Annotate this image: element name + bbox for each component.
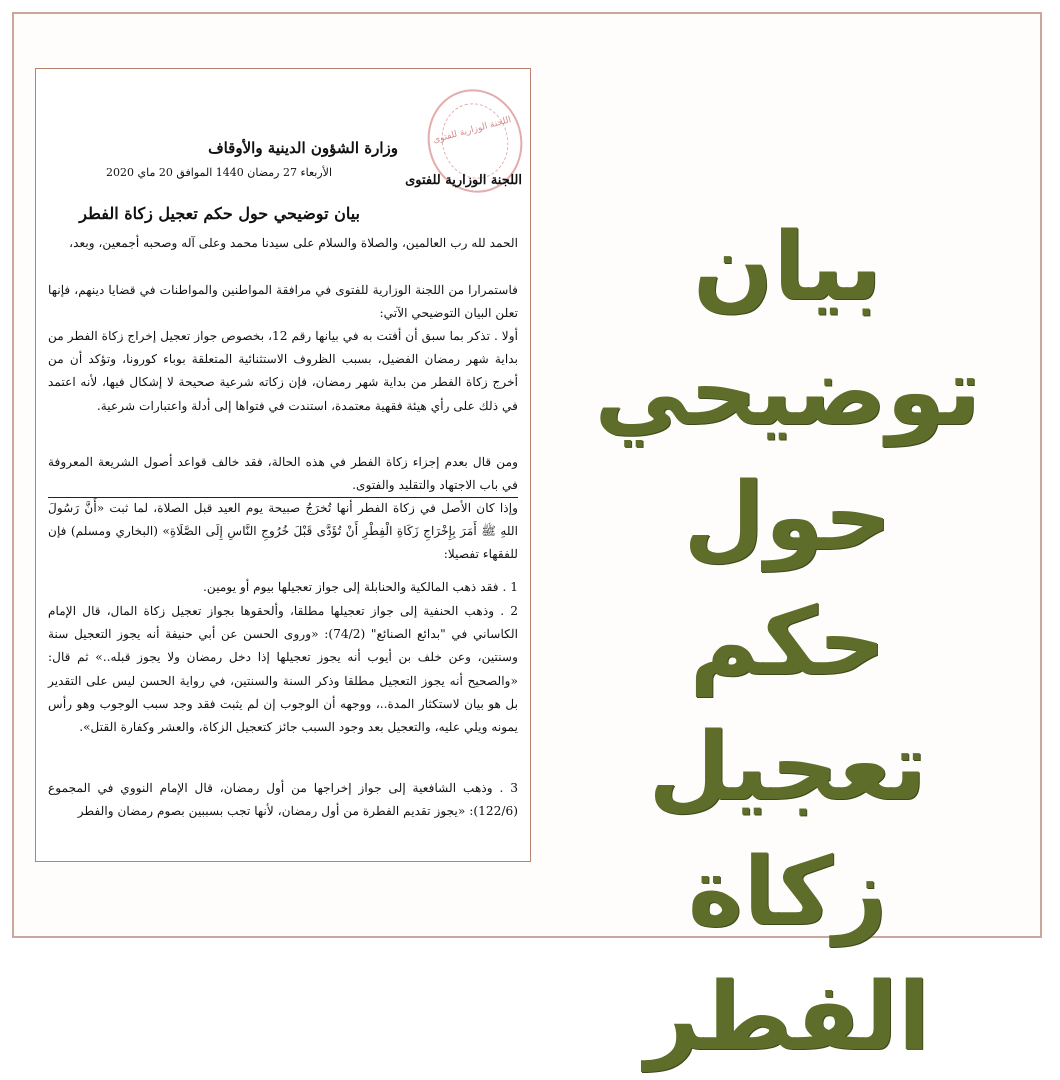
- document-paragraph: فاستمرارا من اللجنة الوزارية للفتوى في مرافقة المواطنين والمواطنات في قضايا دينهم، فإنها تعلن البيان التوضيحي الآتي:: [48, 283, 518, 321]
- document-paragraph: الحمد لله رب العالمين، والصلاة والسلام على سيدنا محمد وعلى آله وصحبه أجمعين، وبعد،: [69, 236, 518, 250]
- document-paragraph: ومن قال بعدم إجزاء زكاة الفطر في هذه الحالة، فقد خالف قواعد أصول الشريعة المعروفة في باب الاجتهاد والتقليد والفتوى.: [48, 451, 518, 498]
- scanned-document: [35, 68, 531, 862]
- heading-line: بيان توضيحي: [594, 213, 981, 447]
- document-paragraph: 3 . وذهب الشافعية إلى جواز إخراجها من أول رمضان، قال الإمام النووي في المجموع (122/6): «يجوز تقديم الفطرة من أول رمضان، لأنها تجب بسببين بصوم رمضان والفطر: [48, 781, 518, 819]
- heading-line: زكاة الفطر: [644, 838, 931, 1072]
- ministry-name: وزارة الشؤون الدينية والأوقاف: [208, 139, 398, 157]
- document-paragraph: أولا . تذكر بما سبق أن أفتت به في بيانها رقم 12، بخصوص جواز تعجيل إخراج زكاة الفطر من بداية شهر رمضان الفضيل، بسبب الظروف الاستثنائية المتعلقة بوباء كورونا، وتؤكد أن من أخرج زكاة الفطر من بداية شهر رمضان، فإن زكاته شرعية صحيحة لا إشكال فيها، لأنه اعتمد في ذلك على رأي هيئة فقهية معتمدة، استندت في فتواها إلى أدلة واعتبارات شرعية.: [48, 329, 518, 413]
- document-paragraph: وإذا كان الأصل في زكاة الفطر أنها تُخرَجُ صبيحة يوم العيد قبل الصلاة، لما ثبت «أَنَّ رَسُولَ اللهِ ﷺ أَمَرَ بِإِخْرَاجِ زَكَاةِ الْفِطْرِ أَنْ تُؤَدَّى قَبْلَ خُرُوجِ النَّاسِ إِلَى الصَّلَاةِ» (البخاري ومسلم) فإن للفقهاء تفصيلا:: [48, 501, 518, 562]
- document-date: الأربعاء 27 رمضان 1440 الموافق 20 ماي 2020: [106, 166, 332, 179]
- main-heading: [560, 205, 1015, 1080]
- document-paragraph: 2 . وذهب الحنفية إلى جواز تعجيلها مطلقا، وألحقوها بجواز تعجيل زكاة المال، قال الإمام الكاساني في "بدائع الصنائع" (74/2): «وروى الحسن عن أبي حنيفة أنه يجوز التعجيل سنة وسنتين، وعن خلف بن أيوب أنه يجوز تعجيلها إذا دخل رمضان ولا يجوز قبله..» ثم قال: «والصحيح أنه يجوز التعجيل مطلقا وذكر السنة والسنتين، في رواية الحسن ليس على التقدير بل هو بيان لاستكثار المدة..، ووجهه أن الوجوب إن لم يثبت فقد وجد سبب الوجوب وهو رأس يمونه ويلي عليه، والتعجيل بعد وجود السبب جائز كتعجيل الزكاة، والعشر وكفارة القتل».: [48, 604, 518, 735]
- stamp-text: اللجنة الوزارية للفتوى: [432, 115, 513, 146]
- document-title: بيان توضيحي حول حكم تعجيل زكاة الفطر: [79, 204, 360, 223]
- heading-line: حول: [683, 463, 892, 572]
- heading-line: حكم تعجيل: [648, 588, 927, 822]
- document-paragraph: 1 . فقد ذهب المالكية والحنابلة إلى جواز تعجيلها بيوم أو يومين.: [203, 580, 518, 594]
- committee-name: اللجنة الوزارية للفتوى: [405, 173, 522, 188]
